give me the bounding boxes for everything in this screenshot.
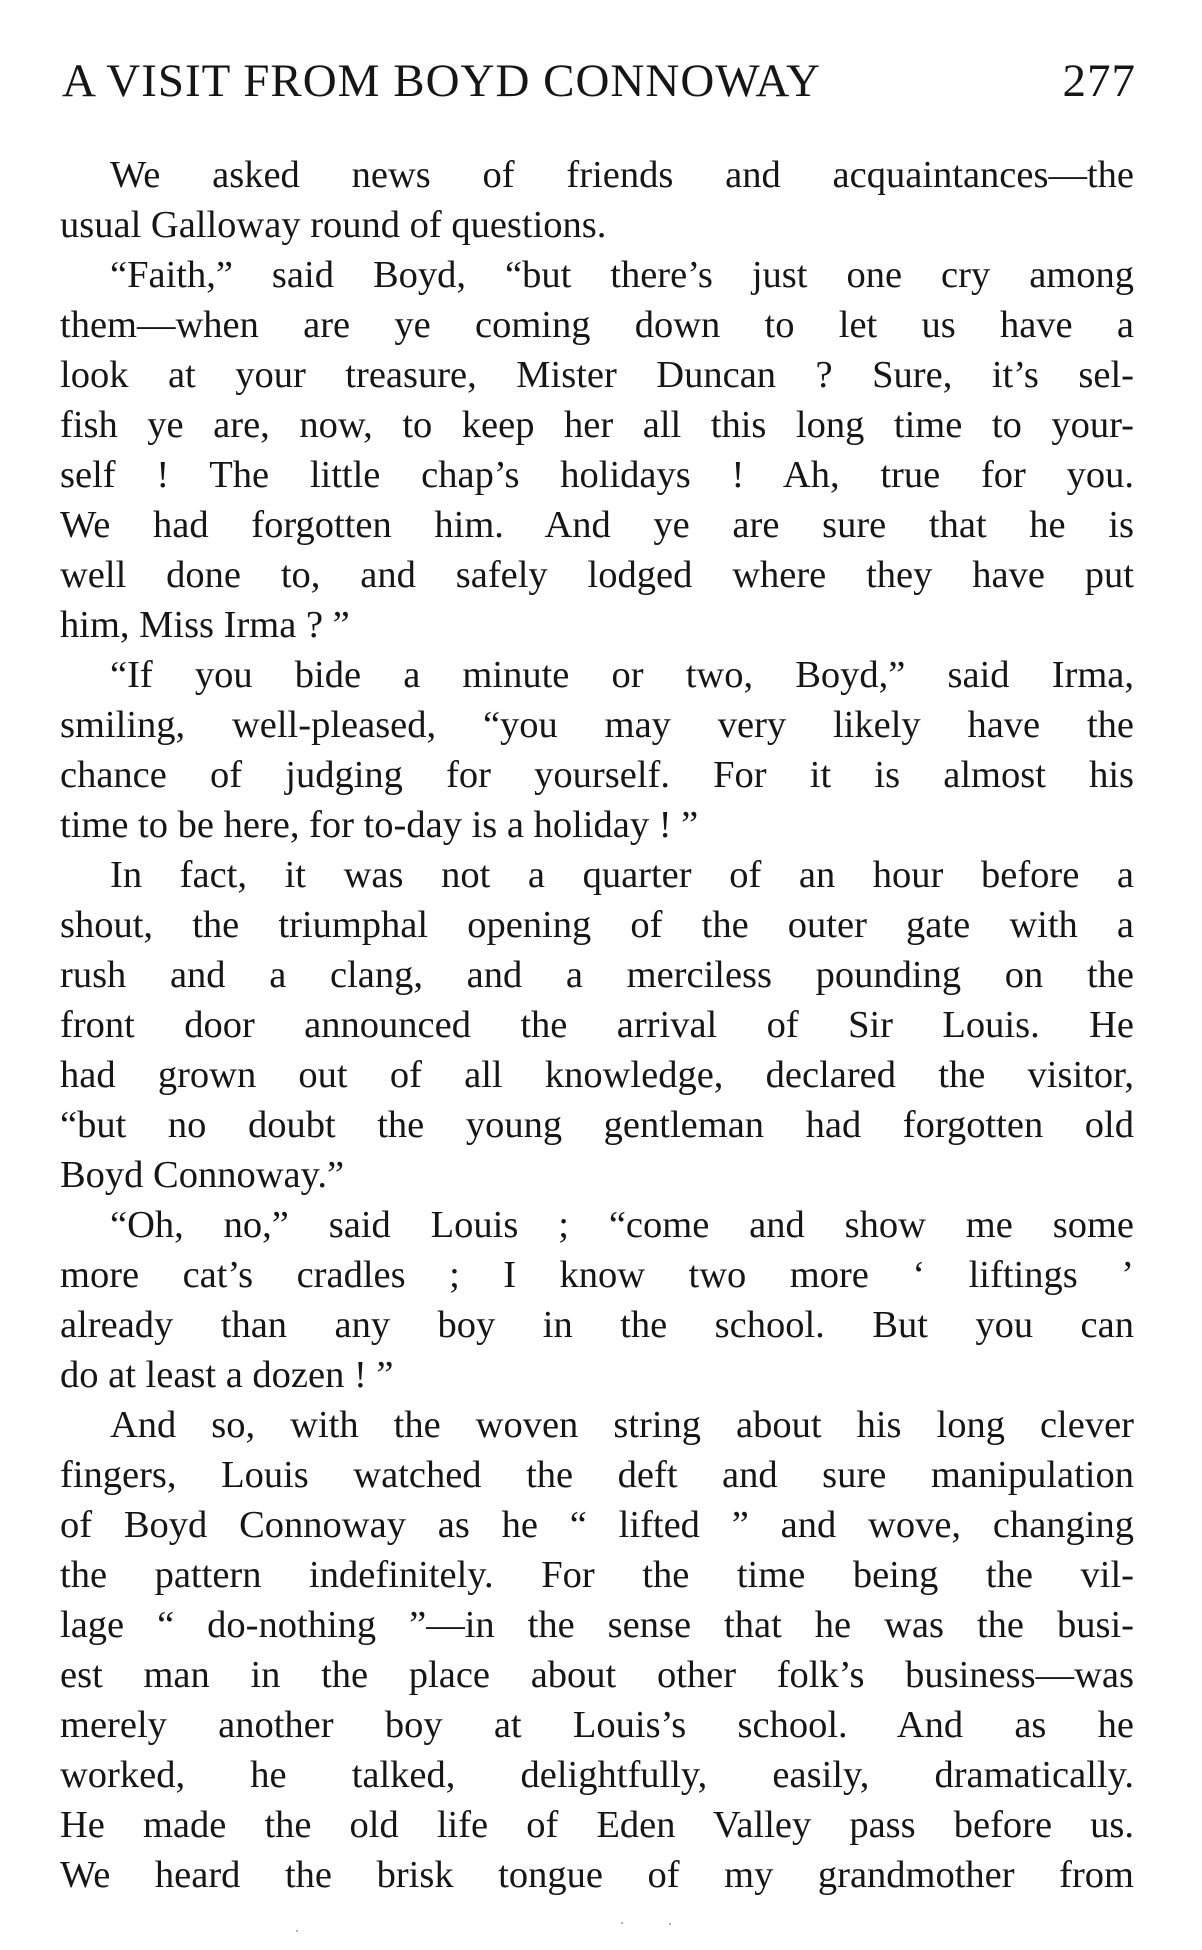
body-text [60, 150, 1134, 1900]
text-line: We heard the brisk tongue of my grandmother from [60, 1854, 1134, 1896]
text-line: Boyd Connoway.” [60, 1154, 345, 1196]
text-line: of Boyd Connoway as he “ lifted ” and wove, changing [60, 1504, 1134, 1546]
text-line: shout, the triumphal opening of the outer gate with a [60, 904, 1134, 946]
text-line: look at your treasure, Mister Duncan ? Sure, it’s sel- [60, 354, 1134, 396]
text-line: already than any boy in the school. But you can [60, 1304, 1134, 1346]
scan-specks [0, 1920, 1202, 1940]
text-line: We had forgotten him. And ye are sure that he is [60, 504, 1134, 546]
page-header [62, 48, 1136, 114]
text-line: had grown out of all knowledge, declared the visitor, [60, 1054, 1134, 1096]
text-line: usual Galloway round of questions. [60, 204, 607, 246]
text-line: rush and a clang, and a merciless pounding on the [60, 954, 1134, 996]
text-line: “Faith,” said Boyd, “but there’s just one cry among [110, 254, 1134, 296]
text-line: smiling, well-pleased, “you may very likely have the [60, 704, 1134, 746]
text-line: time to be here, for to-day is a holiday ! ” [60, 804, 699, 846]
text-line: him, Miss Irma ? ” [60, 604, 350, 646]
scan-speck [296, 1930, 298, 1932]
text-line: He made the old life of Eden Valley pass before us. [60, 1804, 1134, 1846]
text-line: self ! The little chap’s holidays ! Ah, true for you. [60, 454, 1134, 496]
text-line: “Oh, no,” said Louis ; “come and show me some [110, 1204, 1134, 1246]
text-line: fish ye are, now, to keep her all this long time to your- [60, 404, 1134, 446]
text-line: merely another boy at Louis’s school. And as he [60, 1704, 1134, 1746]
text-line: “If you bide a minute or two, Boyd,” said Irma, [110, 654, 1134, 696]
text-line: lage “ do-nothing ”—in the sense that he was the busi- [60, 1604, 1134, 1646]
text-line: well done to, and safely lodged where they have put [60, 554, 1134, 596]
page-number: 277 [1062, 55, 1136, 107]
text-line: more cat’s cradles ; I know two more ‘ liftings ’ [60, 1254, 1134, 1296]
text-line: “but no doubt the young gentleman had forgotten old [60, 1104, 1134, 1146]
text-line: We asked news of friends and acquaintances—the [110, 154, 1134, 196]
text-line: the pattern indefinitely. For the time being the vil- [60, 1554, 1134, 1596]
text-line: est man in the place about other folk’s business—was [60, 1654, 1134, 1696]
running-head: A VISIT FROM BOYD CONNOWAY [62, 55, 821, 107]
text-line: do at least a dozen ! ” [60, 1354, 394, 1396]
text-line: front door announced the arrival of Sir Louis. He [60, 1004, 1134, 1046]
text-line: In fact, it was not a quarter of an hour before a [110, 854, 1134, 896]
text-line: them—when are ye coming down to let us have a [60, 304, 1134, 346]
scan-speck [669, 1923, 671, 1925]
scan-speck [621, 1922, 623, 1924]
text-line: chance of judging for yourself. For it is almost his [60, 754, 1134, 796]
text-line: fingers, Louis watched the deft and sure manipulation [60, 1454, 1134, 1496]
text-line: worked, he talked, delightfully, easily, dramatically. [60, 1754, 1134, 1796]
text-line: And so, with the woven string about his long clever [110, 1404, 1134, 1446]
